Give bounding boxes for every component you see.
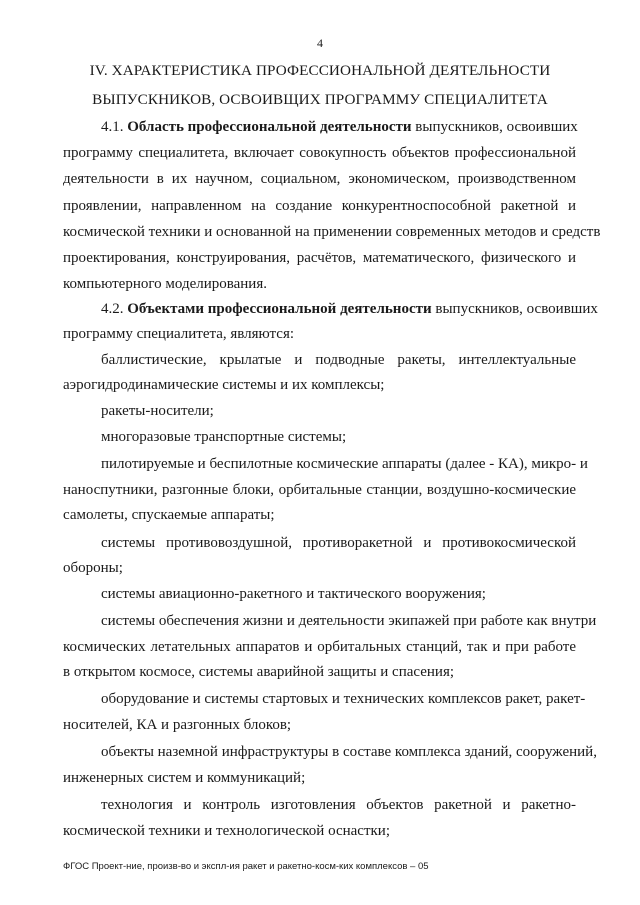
page-footer: ФГОС Проект-ние, произв-во и экспл-ия ракет и ракетно-косм-ких комплексов – 05	[63, 861, 429, 872]
list-item-line: в открытом космосе, системы аварийной защиты и спасения;	[63, 664, 455, 680]
paragraph-4-1-line: компьютерного моделирования.	[63, 276, 267, 292]
list-item-line: технология и контроль изготовления объектов ракетной и ракетно-	[101, 797, 576, 813]
paragraph-number: 4.1.	[101, 119, 124, 135]
text-run: выпускников, освоивших	[415, 119, 578, 135]
list-item-line: пилотируемые и беспилотные космические аппараты (далее - КА), микро- и	[101, 456, 588, 472]
paragraph-4-1-line: проектирования, конструирования, расчётов, математического, физического и	[63, 250, 576, 266]
list-item-line: самолеты, спускаемые аппараты;	[63, 507, 275, 523]
bold-term: Объектами профессиональной деятельности	[127, 301, 432, 317]
paragraph-4-2-line	[101, 299, 598, 319]
section-heading-line-1: IV. ХАРАКТЕРИСТИКА ПРОФЕССИОНАЛЬНОЙ ДЕЯТЕЛЬНОСТИ	[89, 62, 551, 79]
list-item-line: многоразовые транспортные системы;	[101, 429, 347, 445]
paragraph-4-1-line: деятельности в их научном, социальном, экономическом, производственном	[63, 171, 576, 187]
list-item-line: обороны;	[63, 560, 123, 576]
paragraph-4-1-line: программу специалитета, включает совокупность объектов профессиональной	[63, 145, 576, 161]
bold-term: Область профессиональной деятельности	[127, 119, 412, 135]
list-item-line: аэрогидродинамические системы и их комплексы;	[63, 377, 385, 393]
page-number: 4	[317, 36, 323, 50]
list-item-line: баллистические, крылатые и подводные ракеты, интеллектуальные	[101, 352, 576, 368]
paragraph-4-1-line	[101, 117, 576, 137]
paragraph-4-1-line: космической техники и основанной на применении современных методов и средств	[63, 224, 601, 240]
list-item-line: ракеты-носители;	[101, 403, 214, 419]
text-run: выпускников, освоивших	[435, 301, 598, 317]
section-heading-line-2: ВЫПУСКНИКОВ, ОСВОИВЩИХ ПРОГРАММУ СПЕЦИАЛИТЕТА	[92, 91, 548, 108]
paragraph-4-1-line: проявлении, направленном на создание конкурентноспособной ракетной и	[63, 198, 576, 214]
list-item-line: космических летательных аппаратов и орбитальных станций, так и при работе	[63, 639, 576, 655]
list-item-line: объекты наземной инфраструктуры в составе комплекса зданий, сооружений,	[101, 744, 597, 760]
list-item-line: системы противовоздушной, противоракетной и противокосмической	[101, 535, 576, 551]
list-item-line: космической техники и технологической оснастки;	[63, 823, 390, 839]
paragraph-number: 4.2.	[101, 301, 124, 317]
list-item-line: системы авиационно-ракетного и тактического вооружения;	[101, 586, 486, 602]
list-item-line: системы обеспечения жизни и деятельности экипажей при работе как внутри	[101, 613, 597, 629]
list-item-line: носителей, КА и разгонных блоков;	[63, 717, 292, 733]
list-item-line: оборудование и системы стартовых и технических комплексов ракет, ракет-	[101, 691, 586, 707]
paragraph-4-2-line: программу специалитета, являются:	[63, 326, 295, 342]
list-item-line: наноспутники, разгонные блоки, орбитальные станции, воздушно-космические	[63, 482, 576, 498]
list-item-line: инженерных систем и коммуникаций;	[63, 770, 306, 786]
